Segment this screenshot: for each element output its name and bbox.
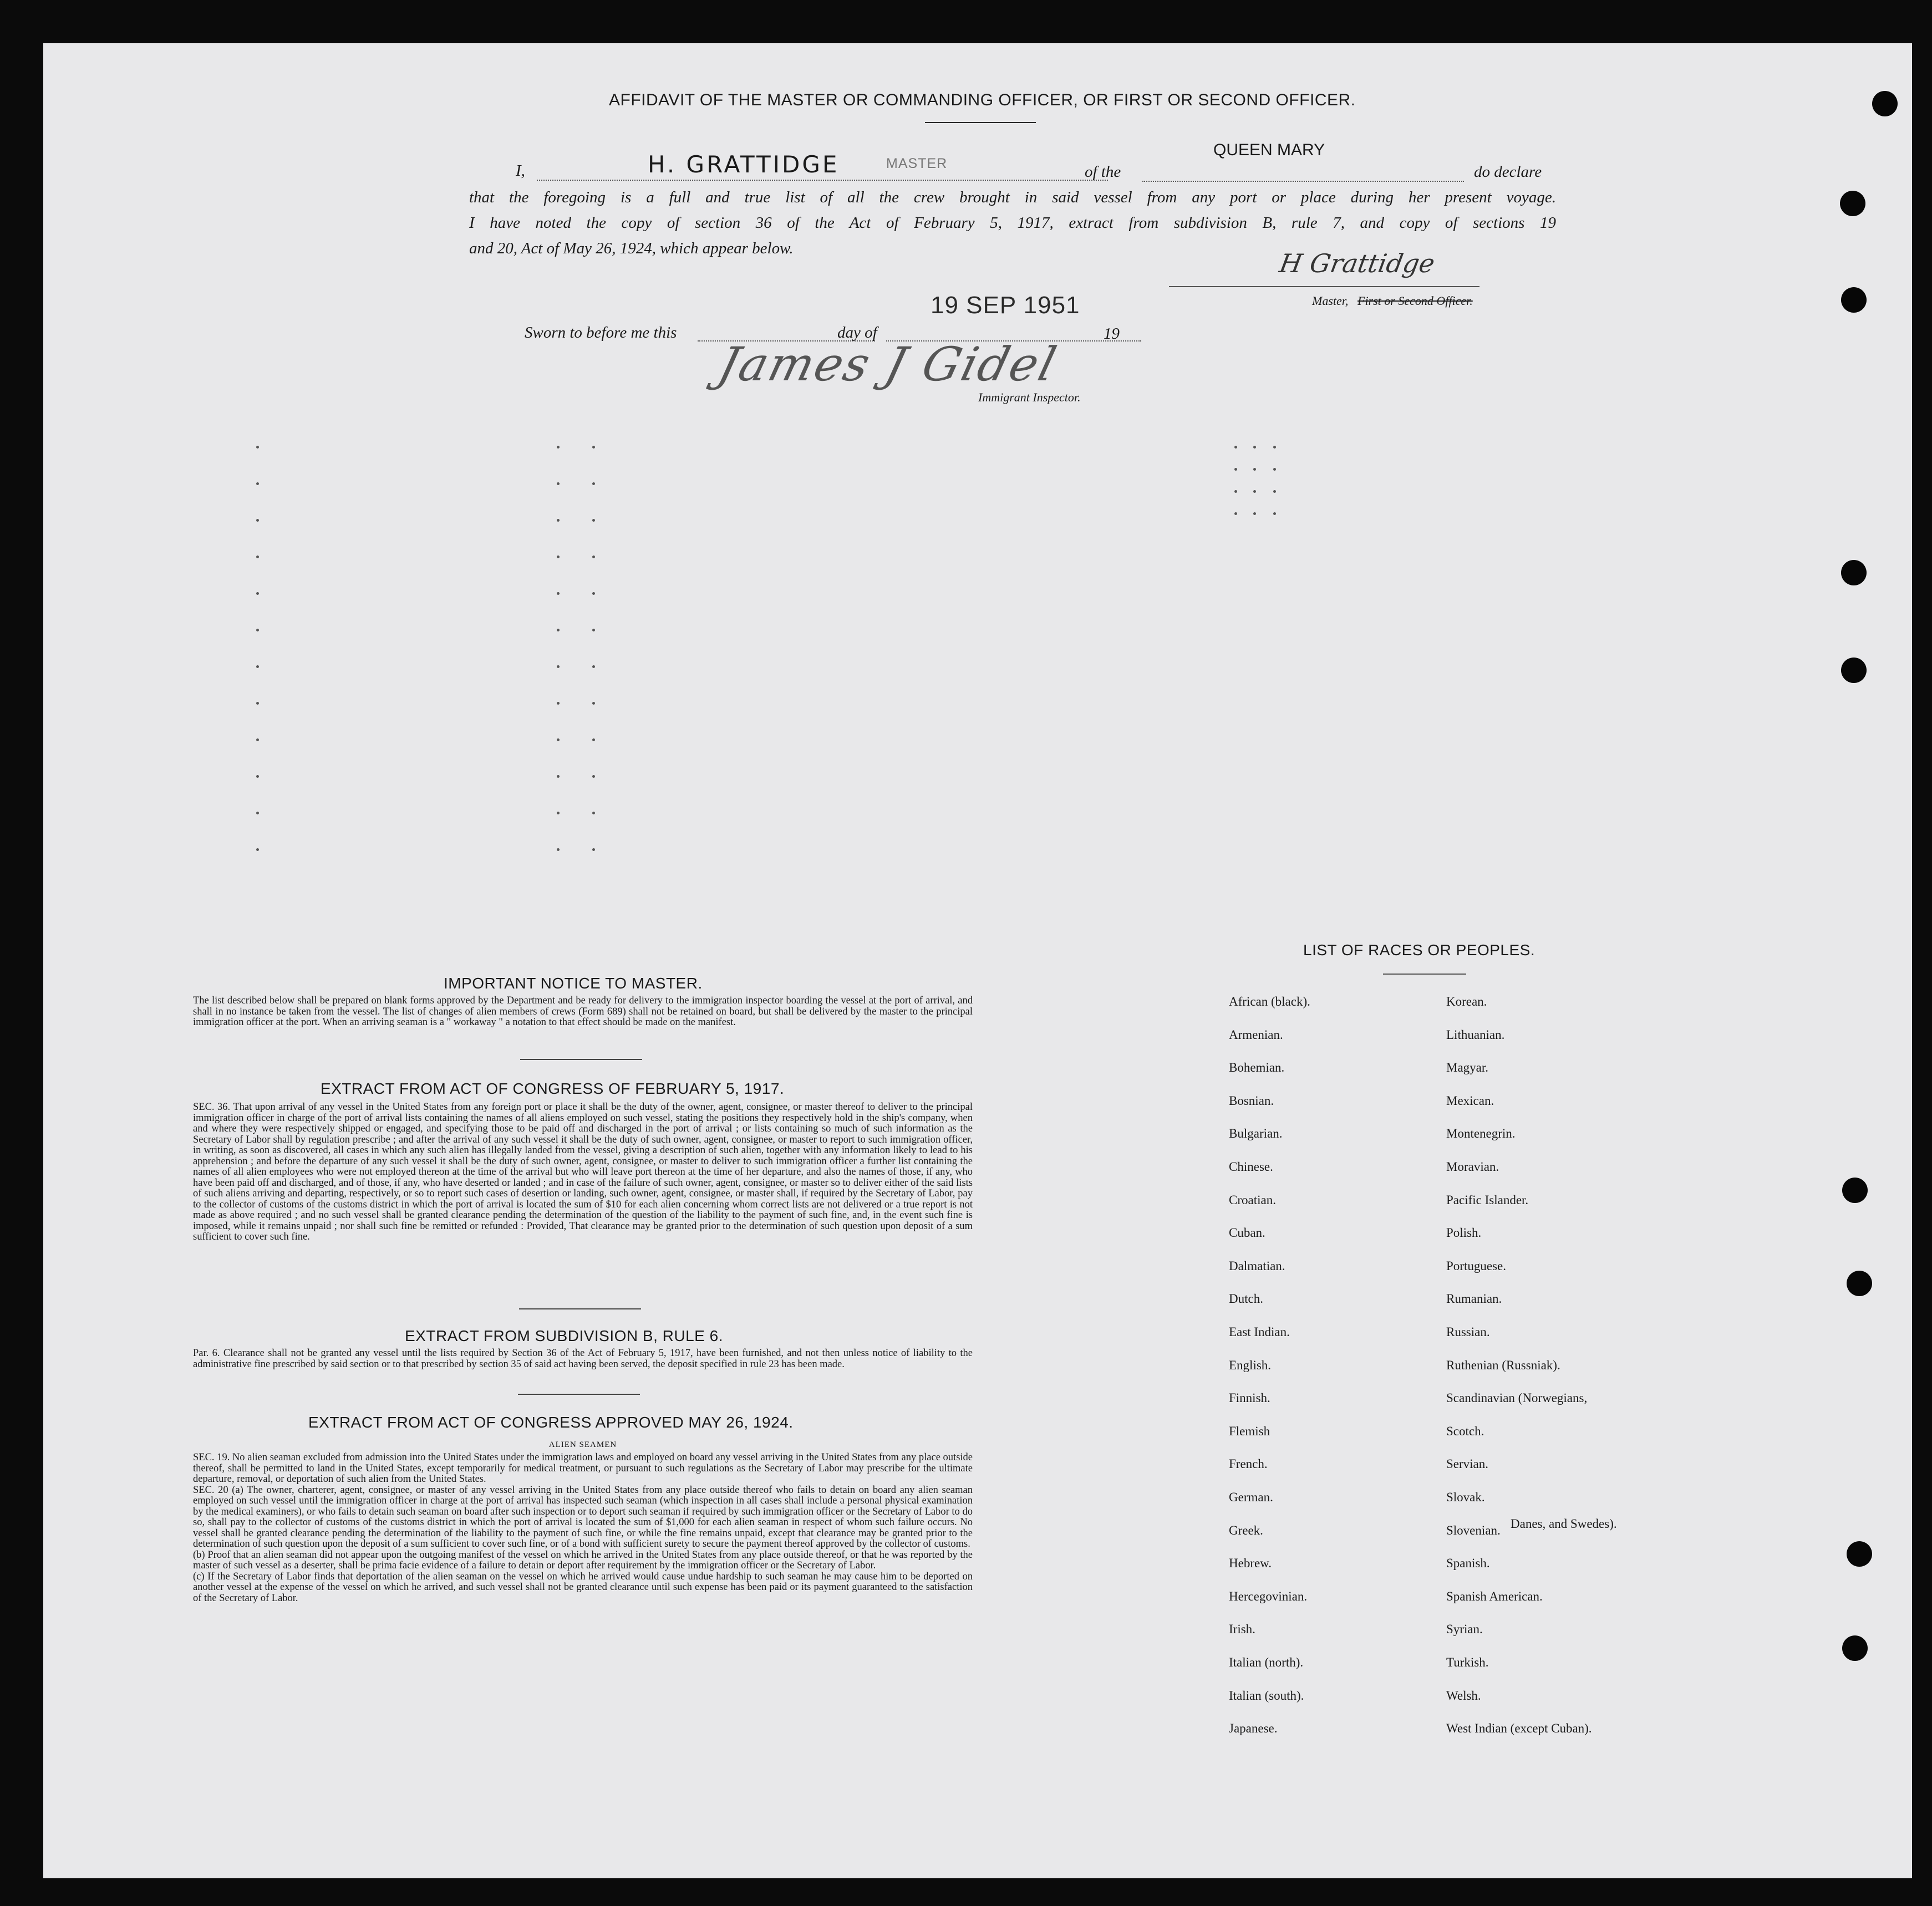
marker-dot [256, 592, 259, 595]
race-right-scandinavian-continued: Danes, and Swedes). [1511, 1517, 1617, 1531]
marker-dot [1273, 490, 1276, 493]
marker-dot [1273, 446, 1276, 449]
races-title: LIST OF RACES OR PEOPLES. [1303, 941, 1536, 959]
marker-dot [557, 775, 560, 778]
marker-dot [1234, 512, 1237, 515]
race-left-7: Cuban. [1229, 1226, 1265, 1240]
marker-dot [256, 812, 259, 814]
marker-dot [256, 629, 259, 631]
punch-hole [1840, 191, 1865, 216]
do-declare-label: do declare [1474, 163, 1542, 181]
race-left-13: Flemish [1229, 1424, 1270, 1438]
marker-dot [557, 738, 560, 741]
race-left-16: Greek. [1229, 1523, 1263, 1537]
vessel-name: QUEEN MARY [1213, 141, 1325, 159]
race-right-20: Turkish. [1446, 1655, 1489, 1669]
marker-dot [592, 519, 595, 522]
marker-dot [592, 702, 595, 705]
day-of-label: day of [837, 324, 877, 342]
document-page [43, 43, 1912, 1878]
marker-dot [557, 848, 560, 851]
master-signature: H Grattidge [1277, 248, 1437, 278]
marker-dot [256, 446, 259, 449]
year-prefix: 19 [1104, 325, 1120, 343]
extract-1917-body: SEC. 36. That upon arrival of any vessel in the United States from any foreign port or place it shall be the duty of the owner, agent, consignee, or master thereof to deliver to the principal immigration officer in charge of the port of arrival lists containing the names of all aliens employed on such vessel, stating the positions they respectively hold in the ship's company, when and where they were respectively shipped or engaged, and specifying those to be paid off and discharged in the port of arrival ; or lists containing so much of such information as the Secretary of Labor shall by regulation prescribe ; and after the arrival of any such vessel it shall be the duty of such owner, agent, consignee, or master to report to such immigration officer, in writing, as soon as discovered, all cases in which any such alien has illegally landed from the vessel, giving a description of such alien, together with any information likely to lead to his apprehension ; and before the departure of any such vessel it shall be the duty of such owner, agent, consignee, or master to deliver to such immigration officer a further list containing the names of all alien employees who were not employed thereon at the time of the arrival but who will leave port thereon at the time of her departure, and also the names of those, if any, who have been paid off and discharged, and of those, if any, who have deserted or landed ; and in case of the failure of such owner, agent, consignee, or master so to deliver either of the said lists of such aliens arriving and departing, respectively, or so to report such cases of desertion or landing, such owner, agent, consignee, or master shall, if required by the Secretary of Labor, pay to the collector of customs of the customs district in which the port of arrival is located the sum of $10 for each alien concerning whom correct lists are not delivered or a true report is not made as above required ; and no such vessel shall be granted clearance pending the determination of the question of the liability to the payment of such fine, and, in the event such fine is imposed, while it remains unpaid ; nor shall such fine be remitted or refunded : Provided, That clearance may be granted prior to the determination of such question upon deposit of a sum sufficient to cover such fine. [193, 1102, 973, 1242]
race-left-10: East Indian. [1229, 1325, 1290, 1339]
date-stamp: 19 SEP 1951 [931, 292, 1080, 319]
race-right-2: Magyar. [1446, 1061, 1489, 1075]
race-left-20: Italian (north). [1229, 1655, 1304, 1669]
races-divider [1383, 974, 1466, 975]
race-right-11: Ruthenian (Russniak). [1446, 1358, 1560, 1372]
marker-dot [557, 519, 560, 522]
race-left-11: English. [1229, 1358, 1272, 1372]
marker-dot [1273, 512, 1276, 515]
marker-dot [1234, 446, 1237, 449]
inspector-label: Immigrant Inspector. [978, 390, 1081, 404]
race-left-6: Croatian. [1229, 1192, 1276, 1207]
sec-20b-text: (b) Proof that an alien seaman did not appear upon the outgoing manifest of the vessel on which he arrived in the United States from any place outside thereof, or that he was reported by the master of such vessel as a deserter, shall be prima facie evidence of a failure to detain or deport after requirement by the immigration officer or the Secretary of Labor. [193, 1549, 973, 1571]
race-left-21: Italian (south). [1229, 1688, 1304, 1703]
race-right-5: Moravian. [1446, 1160, 1499, 1174]
sec-19-text: SEC. 19. No alien seaman excluded from admission into the United States under the immigration laws and employed on board any vessel arriving in the United States from any place outside thereof, shall be permitted to land in the United States, except temporarily for medical treatment, or pursuant to such regulations as the Secretary of Labor may prescribe for the ultimate departure, removal, or deportation of such alien from the United States. [193, 1452, 973, 1485]
extract-1924-title: EXTRACT FROM ACT OF CONGRESS APPROVED MAY 26, 1924. [308, 1414, 794, 1431]
extract-1917-divider [519, 1308, 641, 1309]
sworn-label: Sworn to before me this [525, 324, 677, 342]
vessel-line [1142, 181, 1464, 182]
race-right-3: Mexican. [1446, 1093, 1494, 1108]
race-left-1: Armenian. [1229, 1027, 1283, 1042]
marker-dot [256, 702, 259, 705]
race-left-22: Japanese. [1229, 1721, 1278, 1736]
marker-dot [256, 775, 259, 778]
marker-dot [256, 665, 259, 668]
officer-struck-label: First or Second Officer. [1358, 294, 1473, 308]
race-left-12: Finnish. [1229, 1391, 1270, 1405]
marker-dot [557, 665, 560, 668]
marker-dot [256, 556, 259, 558]
marker-dot [1253, 446, 1256, 449]
race-right-12: Scandinavian (Norwegians, [1446, 1391, 1588, 1405]
title-divider [925, 122, 1036, 123]
notice-divider [520, 1059, 642, 1060]
race-right-15: Slovak. [1446, 1490, 1485, 1504]
marker-dot [1234, 468, 1237, 471]
race-right-0: Korean. [1446, 995, 1487, 1008]
master-signature-line [1169, 286, 1479, 287]
sec-20a-text: SEC. 20 (a) The owner, charterer, agent, consignee, or master of any vessel arriving in the United States from any place outside thereof who fails to detain on board any alien seaman employed on such vessel until the immigration officer in charge at the port of arrival has inspected such seaman (which inspection in all cases shall include a personal physical examination by the medical examiners), or who fails to detain such seaman on board after such inspection or to deport such seaman if required by such immigration officer or the Secretary of Labor to do so, shall pay to the collector of customs of the customs district in which the port of arrival is located the sum of $1,000 for each alien seaman in respect of whom such failure occurs. No vessel shall be granted clearance pending the determination of the liability to the payment of such fine, or while the fine remains unpaid, except that clearance may be granted prior to the determination of such question upon the deposit of a sum sufficient to cover such fine, or of a bond with sufficient surety to secure the payment thereof approved by the collector of customs. [193, 1484, 973, 1550]
punch-hole [1841, 560, 1867, 585]
affidavit-line-2: I have noted the copy of section 36 of the Act of February 5, 1917, extract from subdivision B, rule 7, and copy of sections 19 [469, 214, 1556, 232]
race-right-16: Slovenian. [1446, 1523, 1501, 1537]
of-the-label: of the [1085, 163, 1121, 181]
punch-hole [1841, 287, 1867, 313]
marker-dot [256, 738, 259, 741]
notice-title: IMPORTANT NOTICE TO MASTER. [444, 975, 703, 992]
officer-rank: MASTER [886, 156, 948, 171]
race-left-19: Irish. [1229, 1622, 1255, 1637]
marker-dot [557, 482, 560, 485]
marker-dot [557, 592, 560, 595]
affidavit-title: AFFIDAVIT OF THE MASTER OR COMMANDING OFFICER, OR FIRST OR SECOND OFFICER. [609, 91, 1356, 109]
marker-dot [592, 629, 595, 631]
master-label: Master, [1312, 294, 1349, 308]
marker-dot [1234, 490, 1237, 493]
race-right-10: Russian. [1446, 1325, 1490, 1339]
name-line [537, 180, 1108, 181]
marker-dot [592, 665, 595, 668]
marker-dot [256, 482, 259, 485]
rule6-body: Par. 6. Clearance shall not be granted any vessel until the lists required by Section 36 of the Act of February 5, 1917, have been furnished, and not then unless notice of liability to the administrative fine prescribed by said section or to that prescribed by section 35 of said act having been served, the deposit specified in rule 23 has been made. [193, 1348, 973, 1370]
marker-dot [592, 446, 595, 449]
marker-dot [592, 592, 595, 595]
race-left-17: Hebrew. [1229, 1556, 1272, 1571]
marker-dot [592, 556, 595, 558]
race-right-6: Pacific Islander. [1446, 1192, 1529, 1207]
punch-hole [1872, 91, 1898, 116]
race-left-5: Chinese. [1229, 1160, 1273, 1174]
race-right-21: Welsh. [1446, 1688, 1481, 1703]
rule6-title: EXTRACT FROM SUBDIVISION B, RULE 6. [405, 1327, 723, 1344]
marker-dot [1273, 468, 1276, 471]
rule6-divider [518, 1394, 640, 1395]
marker-dot [592, 848, 595, 851]
marker-dot [592, 482, 595, 485]
officer-name: H. GRATTIDGE [648, 151, 840, 178]
punch-hole [1842, 1178, 1868, 1203]
race-right-22: West Indian (except Cuban). [1446, 1721, 1592, 1736]
race-right-7: Polish. [1446, 1226, 1482, 1240]
i-label: I, [516, 162, 525, 180]
marker-dot [557, 629, 560, 631]
marker-dot [1253, 468, 1256, 471]
marker-dot [256, 848, 259, 851]
marker-dot [557, 556, 560, 558]
inspector-signature: James J Gidel [713, 337, 1063, 391]
race-right-19: Syrian. [1446, 1622, 1483, 1637]
marker-dot [592, 738, 595, 741]
marker-dot [557, 446, 560, 449]
race-right-14: Servian. [1446, 1457, 1489, 1471]
punch-hole [1847, 1271, 1872, 1296]
extract-1924-body [193, 1453, 973, 1604]
sec-20c-text: (c) If the Secretary of Labor finds that deportation of the alien seaman on the vessel on which he arrived would cause undue hardship to such seaman he may cause him to be deported on another vessel at the expense of the vessel on which he arrived, and such vessel shall not be granted clearance until such expense has been paid or its payment guaranteed to the satisfaction of the Secretary of Labor. [193, 1571, 973, 1604]
marker-dot [1253, 490, 1256, 493]
race-right-9: Rumanian. [1446, 1292, 1502, 1306]
race-left-2: Bohemian. [1229, 1061, 1285, 1075]
race-left-0: African (black). [1229, 995, 1310, 1008]
race-left-9: Dutch. [1229, 1292, 1263, 1306]
marker-dot [592, 775, 595, 778]
race-left-15: German. [1229, 1490, 1273, 1504]
alien-seamen-subtitle: ALIEN SEAMEN [548, 1440, 617, 1449]
race-right-13: Scotch. [1446, 1424, 1484, 1438]
marker-dot [1253, 512, 1256, 515]
marker-dot [256, 519, 259, 522]
punch-hole [1847, 1541, 1872, 1567]
race-right-1: Lithuanian. [1446, 1027, 1505, 1042]
notice-body: The list described below shall be prepared on blank forms approved by the Department and be ready for delivery to the immigration inspector boarding the vessel at the port of arrival, and shall in no instance be taken from the vessel. The list of changes of alien members of crews (Form 689) shall not be retained on board, but shall be delivered by the master to the principal immigration officer at the port. When an arriving seaman is a " workaway " a notation to that effect should be made on the manifest. [193, 995, 973, 1028]
marker-dot [592, 812, 595, 814]
affidavit-line-3: and 20, Act of May 26, 1924, which appear below. [469, 239, 794, 257]
punch-hole [1842, 1635, 1868, 1661]
race-right-17: Spanish. [1446, 1556, 1490, 1571]
race-left-3: Bosnian. [1229, 1093, 1274, 1108]
marker-dot [557, 702, 560, 705]
race-left-14: French. [1229, 1457, 1268, 1471]
race-right-8: Portuguese. [1446, 1258, 1506, 1273]
punch-hole [1841, 658, 1867, 683]
race-right-18: Spanish American. [1446, 1589, 1543, 1603]
affidavit-line-1: that the foregoing is a full and true list of all the crew brought in said vessel from any port or place during her present voyage. [469, 188, 1556, 206]
marker-dot [557, 812, 560, 814]
race-left-18: Hercegovinian. [1229, 1589, 1308, 1603]
extract-1917-title: EXTRACT FROM ACT OF CONGRESS OF FEBRUARY 5, 1917. [321, 1080, 785, 1097]
race-left-4: Bulgarian. [1229, 1127, 1283, 1141]
race-left-8: Dalmatian. [1229, 1258, 1285, 1273]
race-right-4: Montenegrin. [1446, 1127, 1516, 1141]
